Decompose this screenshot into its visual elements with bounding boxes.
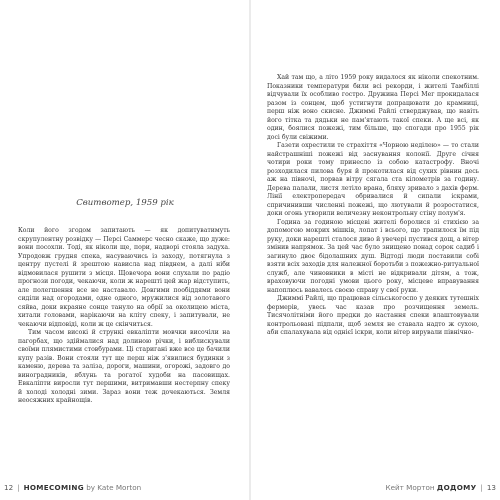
running-head-title: HOMECOMING	[23, 483, 84, 492]
paragraph: Джиммі Райлі, що працював сільськогоспо у деяких тутешніх фермерів, увесь час казав про розчищення земель. Тисячолітніми його предки до настання спеки влаштовували контрольовані підпали, щоб земля не ставала надто ж сухою, аби спалахувала від однієї іскри, коли вітер вирували північно-	[267, 295, 479, 336]
footer-separator: |	[480, 483, 483, 492]
left-page-footer	[4, 483, 254, 492]
page-number: 12	[4, 483, 14, 492]
paragraph: Коли його згодом запитають — як допитуватимуть скрупулентну розвідку — Персі Саммерс чесно скаже, що дуже: вони посохли. Тоді, як ніколи ще, пори, надворі стояла задуха. Упродовж грудня спека, насуваючись із заходу, потягнула з центру пустелі й зрештою нависла над півднем, а далі ніби відмовилася рушити з місця. Щовечора вони слухали по радіо прогнози погоди, чекаючи, коли ж нарешті цей жар відступить, але полегшення все не наставало. Довгими пообіддями вони сиділи над огородами, одне одного, мружилися від золотавого сяйва, доки вкраяне сонце тануло на обрії за околицею міста, хитали головами, нарікаючи на кліту спеку, і запитували, не чекаючи відповіді, коли ж це скінчиться.	[18, 227, 230, 328]
running-head-author: by Kate Morton	[86, 483, 142, 492]
paragraph: Година за годиною місцеві жителі боролися зі стихією за допомогою мокрих мішків, лопат і всього, що трапилося їм під руку, доки нарешті сталося диво й увечері пустився дощ, а вітер змінив напрямок. За цей час було знищено понад сорок садиб і загинуло двоє бідолашних душ. Відтоді люди поставили собі взяти всіх заходів для належної боротьби з пожежно-ритуальної служб, але чиновники в місті не відкривали дітям, а тож, враховуючи погодні умови цього року, місцеве вправування напоплюсь вавалесь своєю справу у свої руки.	[267, 218, 479, 294]
paragraph: Хай там що, а літо 1959 року видалося як ніколи спекотним. Показники температури били всі рекорди, і жителі Тамбіллі відчували їх особливо гостро. Дружина Персі Мег прокидалася разом із сонцем, щоб устигнути допрацювати до крамниці, перш ніж воно скисне. Джиммі Райлі стверджував, що навіть його тітка та дядьки не пам'ятають такої спеки. А ще всі, як один, боялися пожежі, тим більше, що спогади про 1955 рік досі були свіжими.	[267, 74, 479, 141]
chapter-epigraph: Свитвотер, 1959 рік	[76, 198, 174, 208]
paragraph: Тим часом високі й стрункі евкаліпти мовчки височіли на пагорбах, що здіймалися над долиною річки, і виблискували своїми плямистими стовбурами. Ці старигані вже все це бачили купу разів. Вони стояли тут ще перш ніж з'явилися будинки з каменю, дерева та заліза, дороги, машини, огорожі, задовго до виноградників, яблунь та рогатої худоби на пасовищах. Евкаліпти виросли тут першими, витримавши нестерпну спеку й холоді холодні зими. Зараз вони теж дочекаються. Земля неосяжних крайнощів.	[18, 329, 230, 404]
right-page	[250, 0, 500, 500]
running-head-title: ДОДОМУ	[436, 483, 477, 492]
footer-separator: |	[17, 483, 20, 492]
left-page-text	[18, 227, 230, 406]
paragraph: Газети охрестили те страхіття «Чорною неділею» — то стали найстрашніші пожежі від заснування колонії. Друге січня чотири роки тому принесло із собою катастрофу. Вночі розходилася пилова буря й прокотилася від сухих рівнин десь аж на півночі, порвав вітру сягала ста кілометрів за годину. Дерева палали, листя летіло врана, бляху зривало з дахів ферм. Лінії електропередач обривалися й сипали іскрами, спричинивши численні пожежі, що лютували й розростатися, доки огонь утворили величезну неконтрольну стіну полум'я.	[267, 142, 479, 217]
running-head-author: Кейт Мортон	[385, 483, 435, 492]
right-page-footer	[250, 483, 496, 492]
page-number: 13	[486, 483, 496, 492]
right-page-text	[267, 74, 479, 338]
